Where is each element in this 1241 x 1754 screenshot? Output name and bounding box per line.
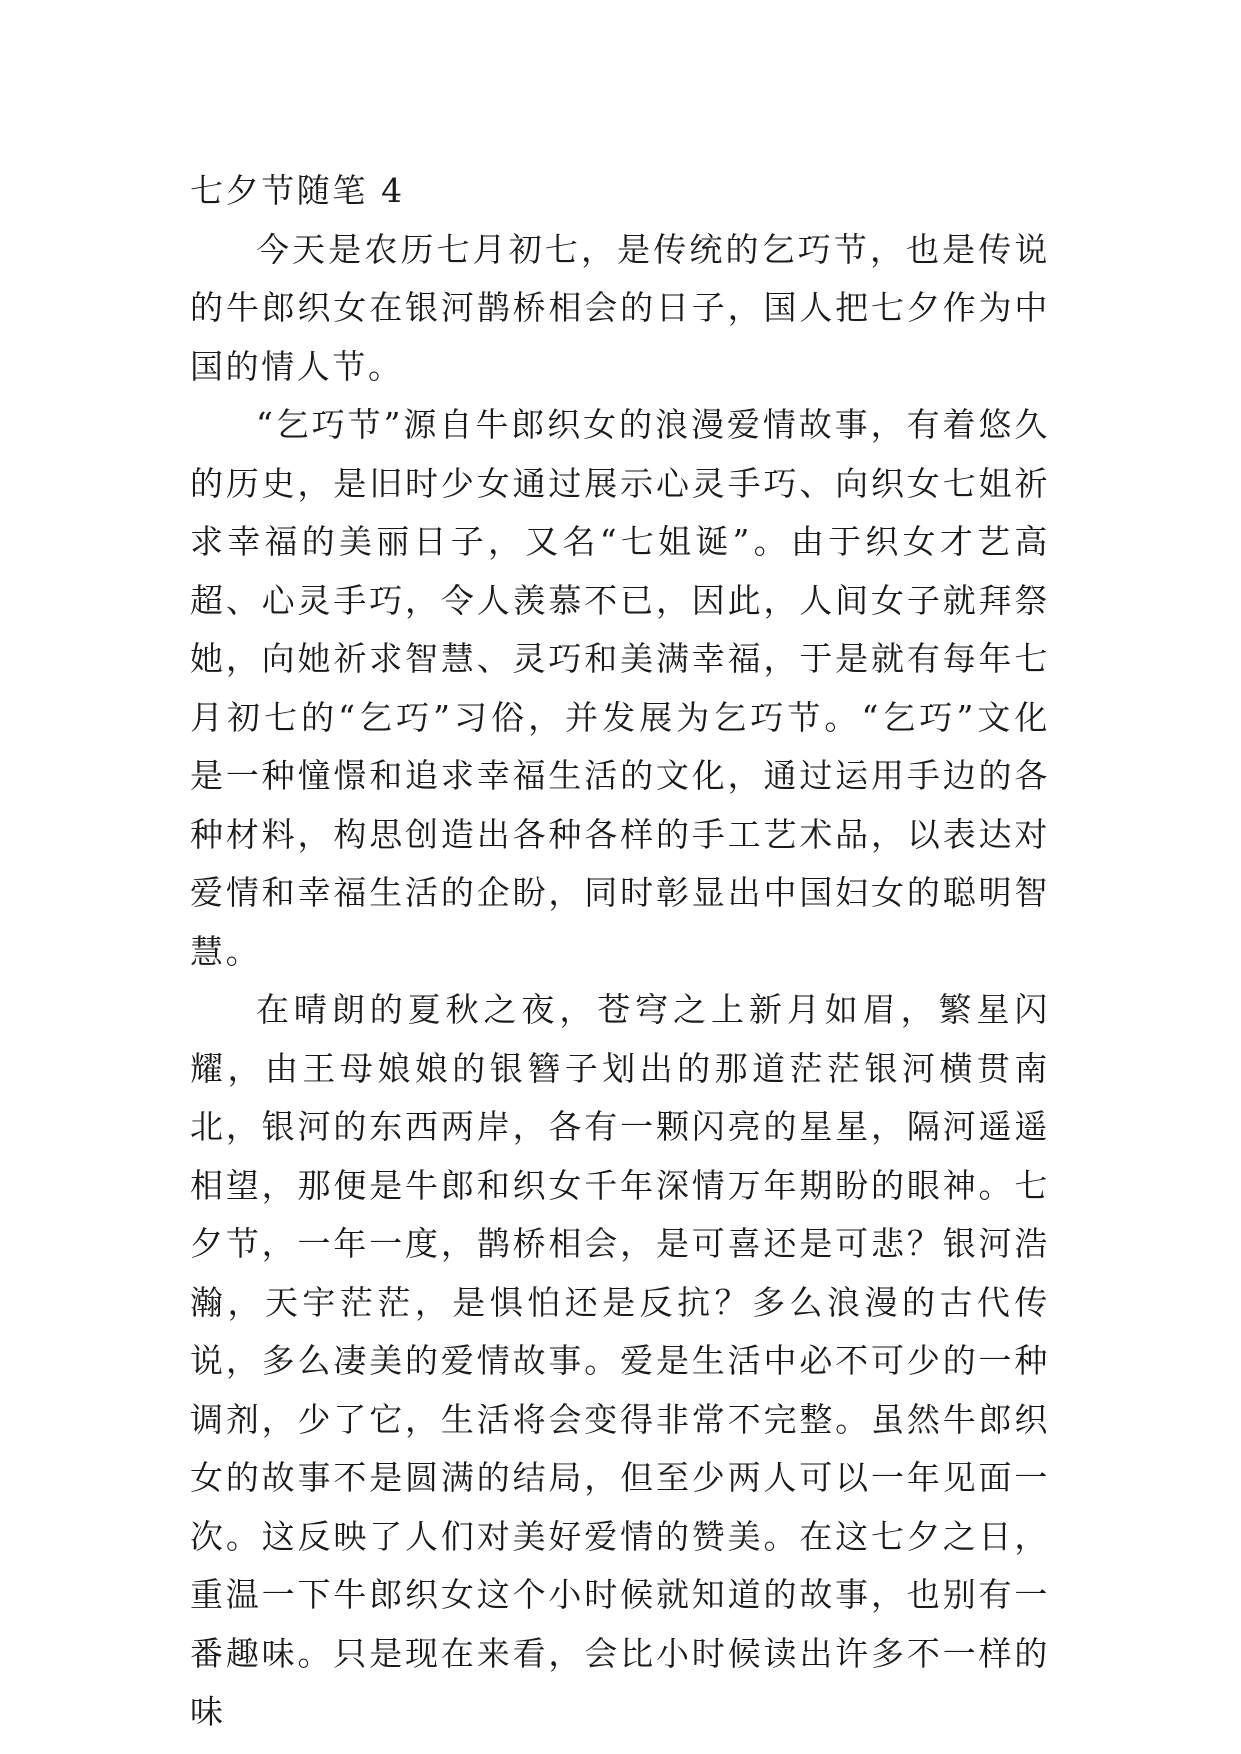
document-body — [190, 162, 1050, 1742]
paragraph-3: 在晴朗的夏秋之夜，苍穹之上新月如眉，繁星闪耀，由王母娘娘的银簪子划出的那道茫茫银河横贯南北，银河的东西两岸，各有一颗闪亮的星星，隔河遥遥相望，那便是牛郎和织女千年深情万年期盼的眼神。七夕节，一年一度，鹊桥相会，是可喜还是可悲？银河浩瀚，天宇茫茫，是惧怕还是反抗？多么浪漫的古代传说，多么凄美的爱情故事。爱是生活中必不可少的一种调剂，少了它，生活将会变得非常不完整。虽然牛郎织女的故事不是圆满的结局，但至少两人可以一年见面一次。这反映了人们对美好爱情的赞美。在这七夕之日，重温一下牛郎织女这个小时候就知道的故事，也别有一番趣味。只是现在来看，会比小时候读出许多不一样的味 — [190, 990, 1050, 1731]
paragraph-2: “乞巧节”源自牛郎织女的浪漫爱情故事，有着悠久的历史，是旧时少女通过展示心灵手巧、向织女七姐祈求幸福的美丽日子，又名“七姐诞”。由于织女才艺高超、心灵手巧，令人羡慕不已，因此，人间女子就拜祭她，向她祈求智慧、灵巧和美满幸福，于是就有每年七月初七的“乞巧”习俗，并发展为乞巧节。“乞巧”文化是一种憧憬和追求幸福生活的文化，通过运用手边的各种材料，构思创造出各种各样的手工艺术品，以表达对爱情和幸福生活的企盼，同时彰显出中国妇女的聪明智慧。 — [190, 405, 1050, 971]
document-title: 七夕节随笔 4 — [190, 171, 405, 210]
paragraph-1: 今天是农历七月初七，是传统的乞巧节，也是传说的牛郎织女在银河鹊桥相会的日子，国人把七夕作为中国的情人节。 — [190, 229, 1050, 386]
